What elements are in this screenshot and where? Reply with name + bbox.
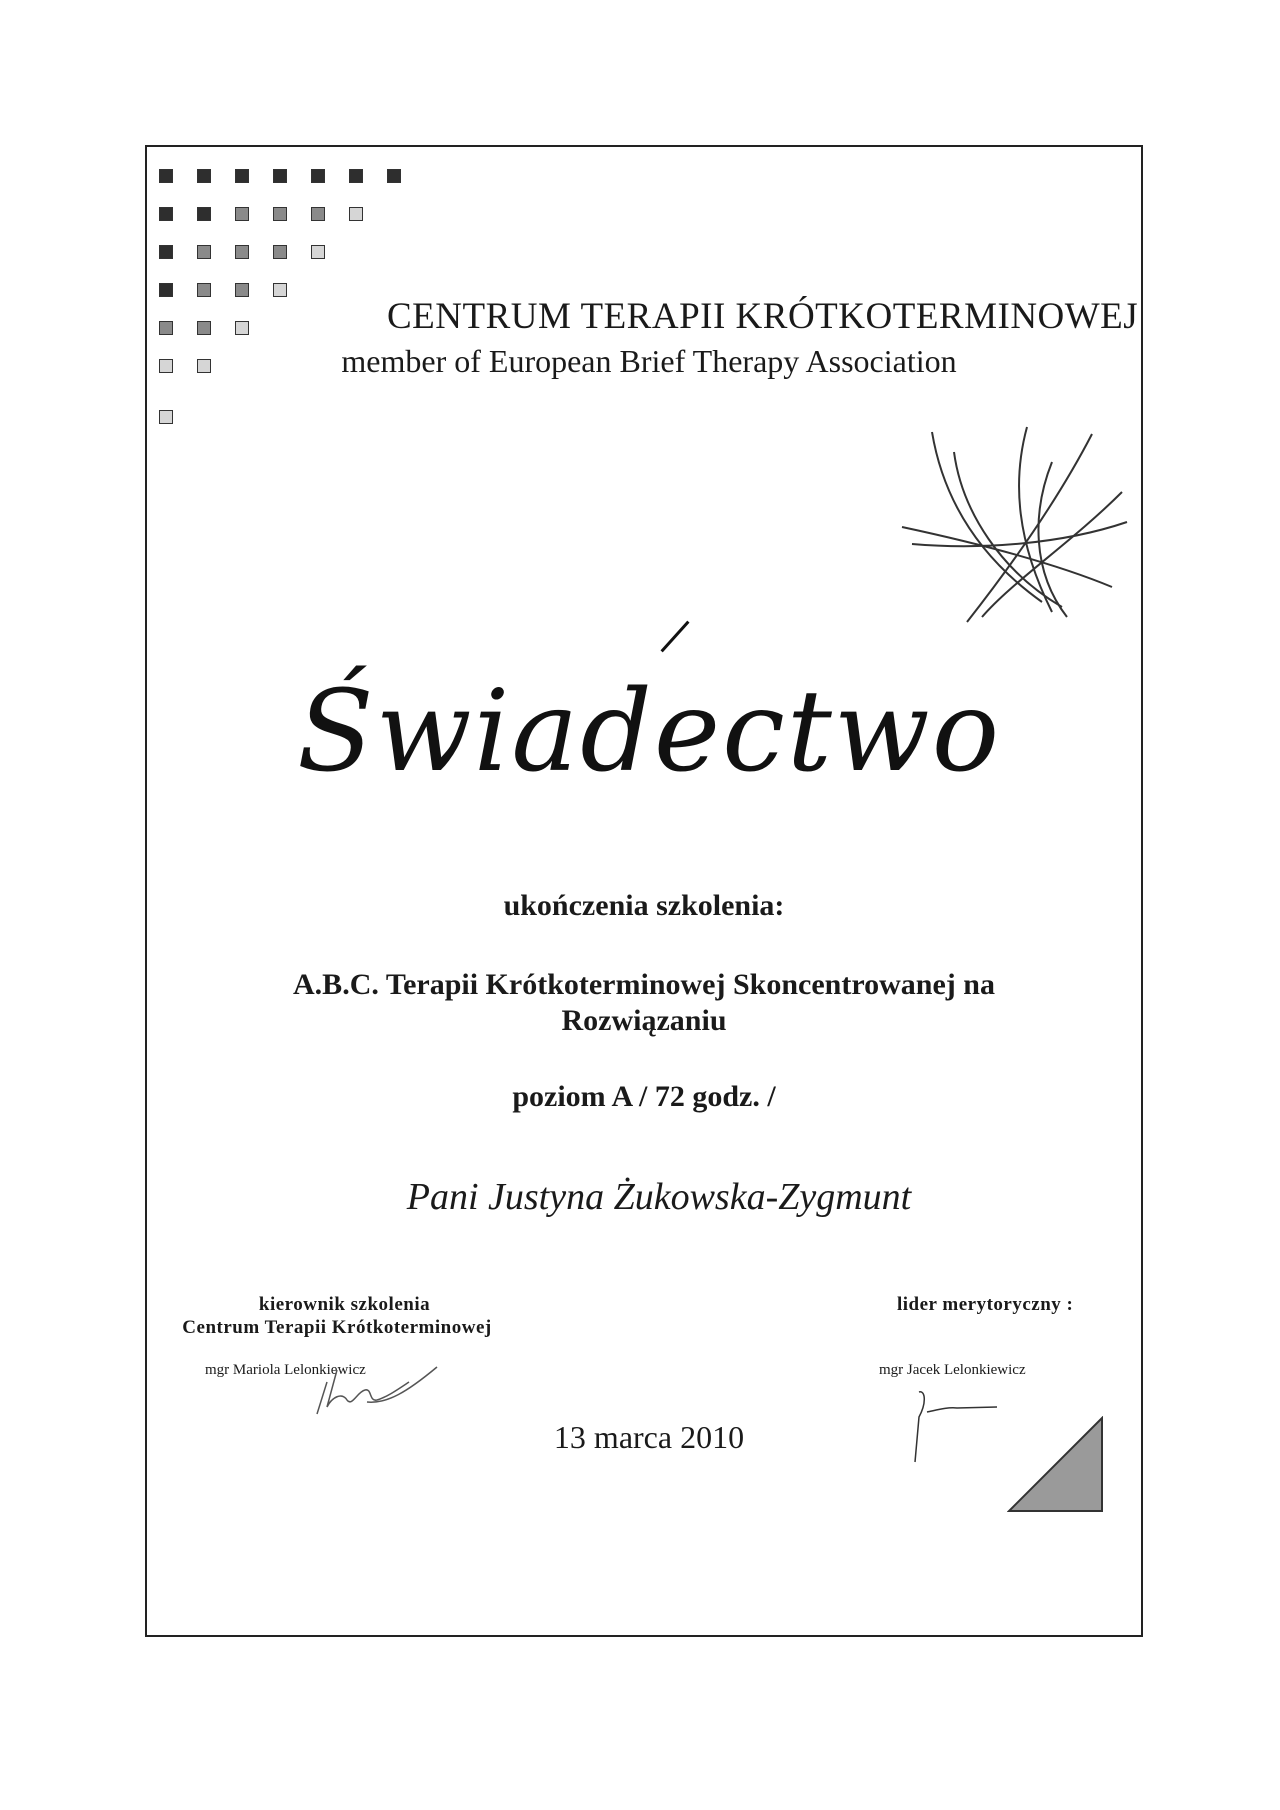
certificate-frame <box>145 145 1143 1637</box>
left-signatory-organization: Centrum Terapii Krótkoterminowej <box>182 1317 492 1338</box>
decor-square <box>197 283 211 297</box>
decor-square <box>311 245 325 259</box>
right-signatory-role: lider merytoryczny : <box>897 1294 1074 1315</box>
decor-square <box>235 283 249 297</box>
decor-square <box>387 169 401 183</box>
right-signature-icon <box>907 1382 1007 1472</box>
course-name-line1: A.B.C. Terapii Krótkoterminowej Skoncentrowanej na <box>293 968 995 1001</box>
course-name <box>147 967 1141 1039</box>
corner-triangle-icon <box>1007 1416 1107 1516</box>
decor-square <box>235 169 249 183</box>
decor-square <box>349 169 363 183</box>
certificate-title: Świadectwo <box>297 667 1002 797</box>
decor-square <box>311 207 325 221</box>
course-level: poziom A / 72 godz. / <box>512 1080 776 1113</box>
decor-square <box>311 169 325 183</box>
decor-square <box>197 321 211 335</box>
decor-square <box>235 245 249 259</box>
course-name-line2: Rozwiązaniu <box>561 1004 727 1037</box>
issue-date: 13 marca 2010 <box>553 1419 745 1455</box>
left-signature-icon <box>297 1352 457 1422</box>
recipient-name: Pani Justyna Żukowska-Zygmunt <box>406 1176 912 1218</box>
decor-square <box>197 207 211 221</box>
title-accent-mark <box>661 621 690 653</box>
right-signatory-name: mgr Jacek Lelonkiewicz <box>879 1362 1026 1378</box>
decor-square <box>197 245 211 259</box>
completion-label: ukończenia szkolenia: <box>503 889 785 922</box>
left-signatory-name: mgr Mariola Lelonkiewicz <box>205 1362 366 1378</box>
decor-square <box>273 169 287 183</box>
decor-square <box>159 207 173 221</box>
decor-square <box>273 207 287 221</box>
decor-square <box>159 283 173 297</box>
decor-square <box>159 321 173 335</box>
decor-square <box>235 207 249 221</box>
decor-square <box>235 321 249 335</box>
decor-square <box>159 410 173 424</box>
organization-name: CENTRUM TERAPII KRÓTKOTERMINOWEJ <box>387 296 1139 337</box>
left-signatory-role: kierownik szkolenia <box>258 1294 431 1315</box>
decor-square <box>273 245 287 259</box>
decor-square <box>273 283 287 297</box>
organization-subtitle: member of European Brief Therapy Association <box>341 343 957 379</box>
decor-square <box>349 207 363 221</box>
decor-square <box>197 169 211 183</box>
ebta-swoosh-logo-icon <box>892 422 1132 632</box>
decor-square <box>159 169 173 183</box>
decor-square <box>159 245 173 259</box>
